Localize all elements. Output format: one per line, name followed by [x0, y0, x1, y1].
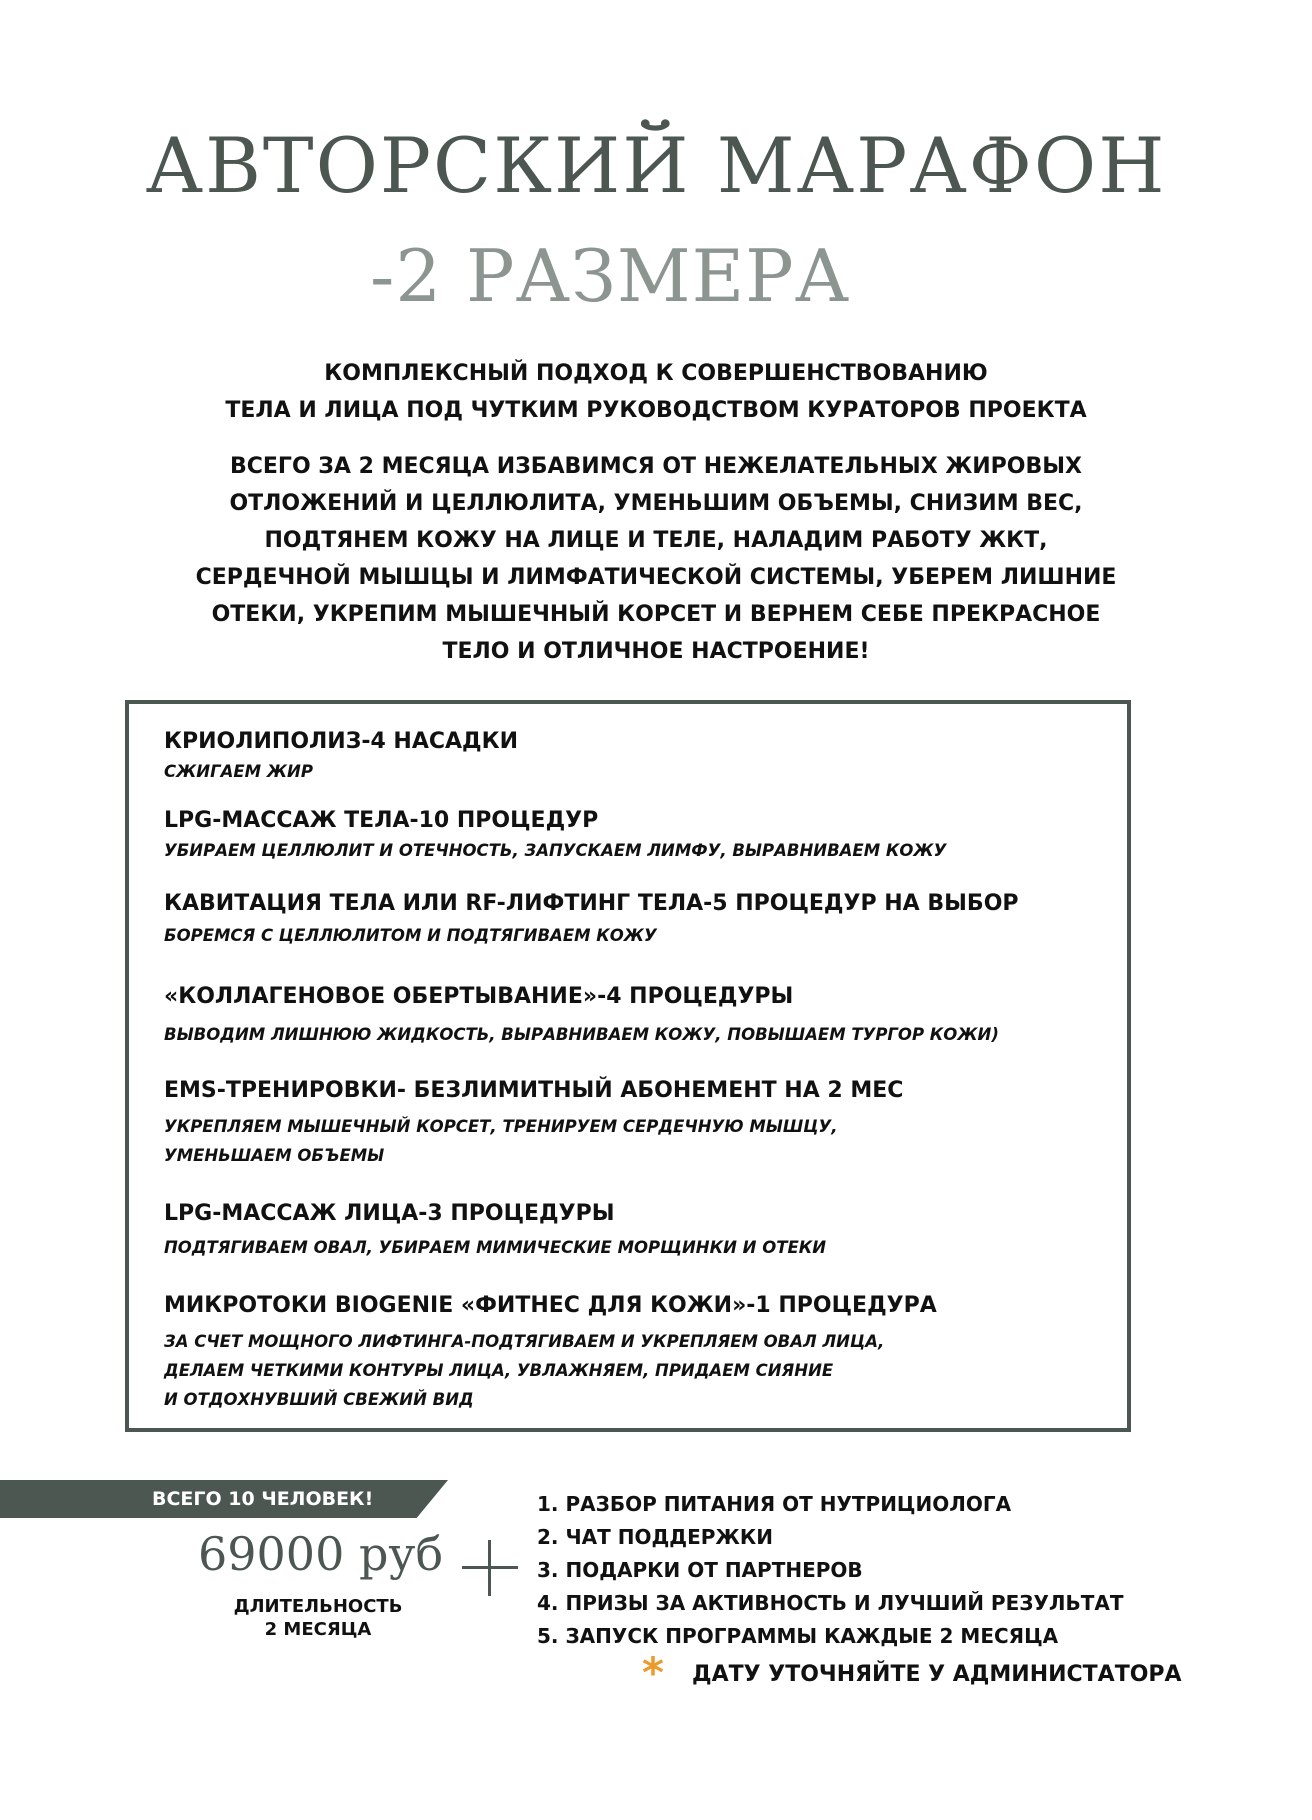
page-title: АВТОРСКИЙ МАРАФОН: [145, 121, 1167, 210]
service-name: КРИОЛИПОЛИЗ-4 НАСАДКИ: [164, 729, 519, 754]
service-item: [164, 1076, 903, 1170]
description-line: СЕРДЕЧНОЙ МЫШЦЫ И ЛИМФАТИЧЕСКОЙ СИСТЕМЫ, УБЕРЕМ ЛИШНИЕ: [195, 565, 1117, 590]
description-line: ПОДТЯНЕМ КОЖУ НА ЛИЦЕ И ТЕЛЕ, НАЛАДИМ РАБОТУ ЖКТ,: [264, 528, 1048, 553]
date-note: ДАТУ УТОЧНЯЙТЕ У АДМИНИСТАТОРА: [692, 1662, 1182, 1687]
intro-subtitle-line: КОМПЛЕКСНЫЙ ПОДХОД К СОВЕРШЕНСТВОВАНИЮ: [324, 361, 988, 386]
service-note: УБИРАЕМ ЦЕЛЛЮЛИТ И ОТЕЧНОСТЬ, ЗАПУСКАЕМ ЛИМФУ, ВЫРАВНИВАЕМ КОЖУ: [164, 841, 947, 860]
duration-label: ДЛИТЕЛЬНОСТЬ: [233, 1596, 403, 1617]
service-note: ПОДТЯГИВАЕМ ОВАЛ, УБИРАЕМ МИМИЧЕСКИЕ МОРЩИНКИ И ОТЕКИ: [164, 1238, 827, 1257]
program-description: [0, 448, 1312, 670]
service-note: УМЕНЬШАЕМ ОБЪЕМЫ: [164, 1146, 385, 1165]
perk-item: 1. РАЗБОР ПИТАНИЯ ОТ НУТРИЦИОЛОГА: [537, 1492, 1012, 1516]
service-note: СЖИГАЕМ ЖИР: [164, 762, 313, 781]
service-item: [164, 1291, 937, 1414]
service-note: И ОТДОХНУВШИЙ СВЕЖИЙ ВИД: [164, 1390, 474, 1409]
duration: [198, 1595, 438, 1641]
description-line: ОТЛОЖЕНИЙ И ЦЕЛЛЮЛИТА, УМЕНЬШИМ ОБЪЕМЫ, СНИЗИМ ВЕС,: [229, 491, 1083, 516]
service-note: УКРЕПЛЯЕМ МЫШЕЧНЫЙ КОРСЕТ, ТРЕНИРУЕМ СЕРДЕЧНУЮ МЫШЦУ,: [164, 1117, 838, 1136]
service-name: LPG-МАССАЖ ЛИЦА-3 ПРОЦЕДУРЫ: [164, 1201, 615, 1226]
description-line: ВСЕГО ЗА 2 МЕСЯЦА ИЗБАВИМСЯ ОТ НЕЖЕЛАТЕЛЬНЫХ ЖИРОВЫХ: [229, 454, 1083, 479]
price: 69000 руб: [198, 1527, 444, 1581]
service-item: [164, 1199, 826, 1262]
intro-subtitle: [0, 355, 1312, 429]
service-name: МИКРОТОКИ BIOGENIE «ФИТНЕС ДЛЯ КОЖИ»-1 ПРОЦЕДУРА: [164, 1293, 937, 1318]
page-subtitle-size: -2 РАЗМЕРА: [370, 234, 851, 318]
service-name: LPG-МАССАЖ ТЕЛА-10 ПРОЦЕДУР: [164, 808, 599, 833]
limited-seats-label: ВСЕГО 10 ЧЕЛОВЕК!: [152, 1488, 374, 1510]
service-item: [164, 982, 999, 1049]
intro-subtitle-line: ТЕЛА И ЛИЦА ПОД ЧУТКИМ РУКОВОДСТВОМ КУРАТОРОВ ПРОЕКТА: [225, 398, 1087, 423]
description-line: ОТЕКИ, УКРЕПИМ МЫШЕЧНЫЙ КОРСЕТ И ВЕРНЕМ СЕБЕ ПРЕКРАСНОЕ: [211, 602, 1101, 627]
service-item: [164, 889, 1019, 950]
service-name: «КОЛЛАГЕНОВОЕ ОБЕРТЫВАНИЕ»-4 ПРОЦЕДУРЫ: [164, 984, 794, 1009]
perk-item: 4. ПРИЗЫ ЗА АКТИВНОСТЬ И ЛУЧШИЙ РЕЗУЛЬТАТ: [537, 1591, 1124, 1615]
asterisk-icon: *: [642, 1648, 664, 1697]
service-note: БОРЕМСЯ С ЦЕЛЛЮЛИТОМ И ПОДТЯГИВАЕМ КОЖУ: [164, 926, 657, 945]
service-note: ВЫВОДИМ ЛИШНЮЮ ЖИДКОСТЬ, ВЫРАВНИВАЕМ КОЖУ, ПОВЫШАЕМ ТУРГОР КОЖИ): [164, 1025, 999, 1044]
perk-item: 2. ЧАТ ПОДДЕРЖКИ: [537, 1525, 773, 1549]
service-note: ЗА СЧЕТ МОЩНОГО ЛИФТИНГА-ПОДТЯГИВАЕМ И УКРЕПЛЯЕМ ОВАЛ ЛИЦА,: [164, 1332, 885, 1351]
service-name: КАВИТАЦИЯ ТЕЛА ИЛИ RF-ЛИФТИНГ ТЕЛА-5 ПРОЦЕДУР НА ВЫБОР: [164, 891, 1019, 916]
description-line: ТЕЛО И ОТЛИЧНОЕ НАСТРОЕНИЕ!: [442, 639, 870, 664]
service-name: EMS-ТРЕНИРОВКИ- БЕЗЛИМИТНЫЙ АБОНЕМЕНТ НА 2 МЕС: [164, 1078, 904, 1103]
plus-icon: [462, 1540, 518, 1596]
service-note: ДЕЛАЕМ ЧЕТКИМИ КОНТУРЫ ЛИЦА, УВЛАЖНЯЕМ, ПРИДАЕМ СИЯНИЕ: [164, 1361, 834, 1380]
services-box: [125, 700, 1131, 1432]
service-item: [164, 806, 946, 865]
perks-list: [537, 1488, 1123, 1653]
service-item: [164, 727, 518, 786]
perk-item: 3. ПОДАРКИ ОТ ПАРТНЕРОВ: [537, 1558, 863, 1582]
perk-item: 5. ЗАПУСК ПРОГРАММЫ КАЖДЫЕ 2 МЕСЯЦА: [537, 1624, 1059, 1648]
duration-value: 2 МЕСЯЦА: [264, 1619, 372, 1640]
